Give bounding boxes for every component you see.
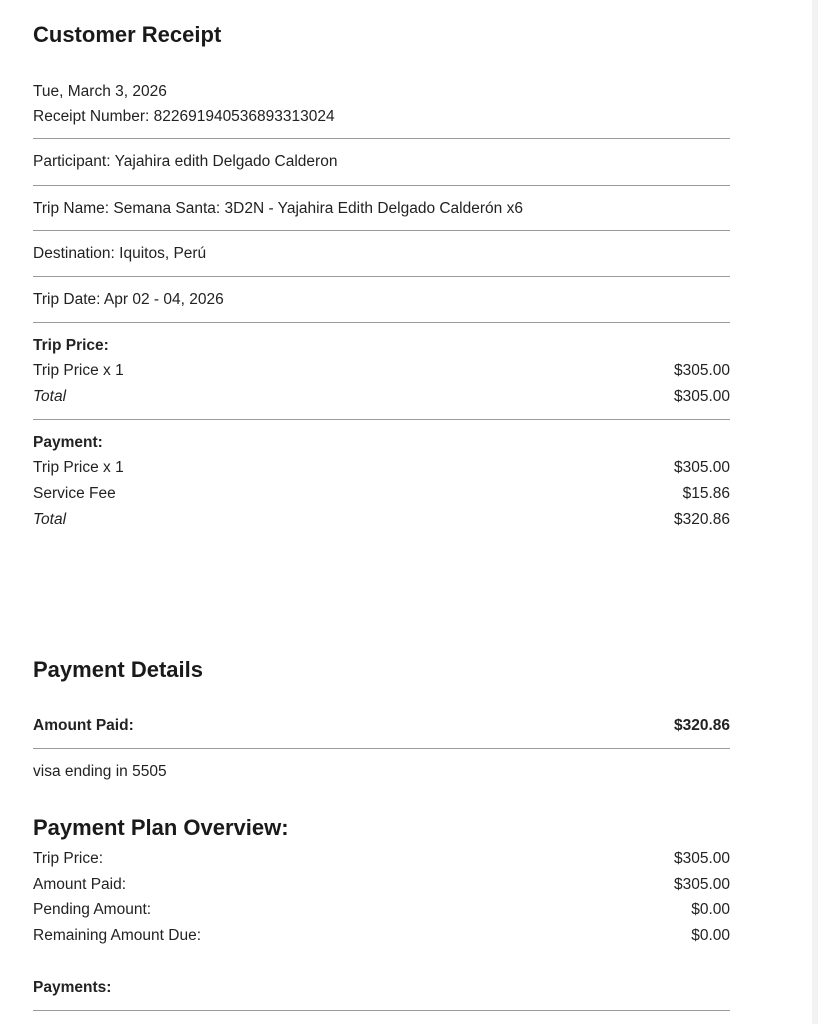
divider [33,1010,730,1011]
total-amount: $320.86 [673,511,730,528]
plan-row-value: $0.00 [691,927,730,944]
payment-heading: Payment: [33,434,103,451]
receipt-number: Receipt Number: 822691940536893313024 [33,108,335,125]
line-item-label: Service Fee [33,485,116,502]
amount-paid-label: Amount Paid: [33,717,134,734]
divider [33,138,730,139]
trip-price-total [33,388,730,406]
line-item [33,485,730,503]
payments-heading: Payments: [33,979,112,996]
plan-row [33,901,730,919]
participant: Participant: Yajahira edith Delgado Calderon [33,153,338,170]
plan-row-label: Amount Paid: [33,876,127,893]
plan-row [33,927,730,945]
page-title: Customer Receipt [33,22,222,47]
line-item-amount: $305.00 [673,362,730,379]
divider [33,748,730,749]
divider [33,419,730,420]
plan-row-label: Pending Amount: [33,901,152,918]
plan-row-value: $305.00 [673,850,730,867]
plan-row [33,850,730,868]
trip-name: Trip Name: Semana Santa: 3D2N - Yajahira Edith Delgado Calderón x6 [33,200,523,217]
plan-row-value: $0.00 [691,901,730,918]
card-info: visa ending in 5505 [33,763,167,780]
total-label: Total [33,511,67,528]
payment-total [33,511,730,529]
line-item-label: Trip Price x 1 [33,362,124,379]
amount-paid-value: $320.86 [673,717,730,734]
plan-row-label: Trip Price: [33,850,104,867]
plan-row [33,876,730,894]
line-item-amount: $305.00 [673,459,730,476]
divider [33,276,730,277]
trip-price-heading: Trip Price: [33,337,109,354]
total-label: Total [33,388,67,405]
plan-row-value: $305.00 [673,876,730,893]
plan-overview-heading: Payment Plan Overview: [33,815,289,840]
line-item-amount: $15.86 [682,485,730,502]
line-item-label: Trip Price x 1 [33,459,124,476]
total-amount: $305.00 [673,388,730,405]
trip-date: Trip Date: Apr 02 - 04, 2026 [33,291,224,308]
destination: Destination: Iquitos, Perú [33,245,207,262]
line-item [33,459,730,477]
scrollbar-track[interactable] [812,0,818,1024]
divider [33,230,730,231]
plan-row-label: Remaining Amount Due: [33,927,202,944]
amount-paid-row [33,717,730,735]
line-item [33,362,730,380]
payment-details-heading: Payment Details [33,657,203,682]
receipt-date: Tue, March 3, 2026 [33,83,167,100]
divider [33,322,730,323]
divider [33,185,730,186]
